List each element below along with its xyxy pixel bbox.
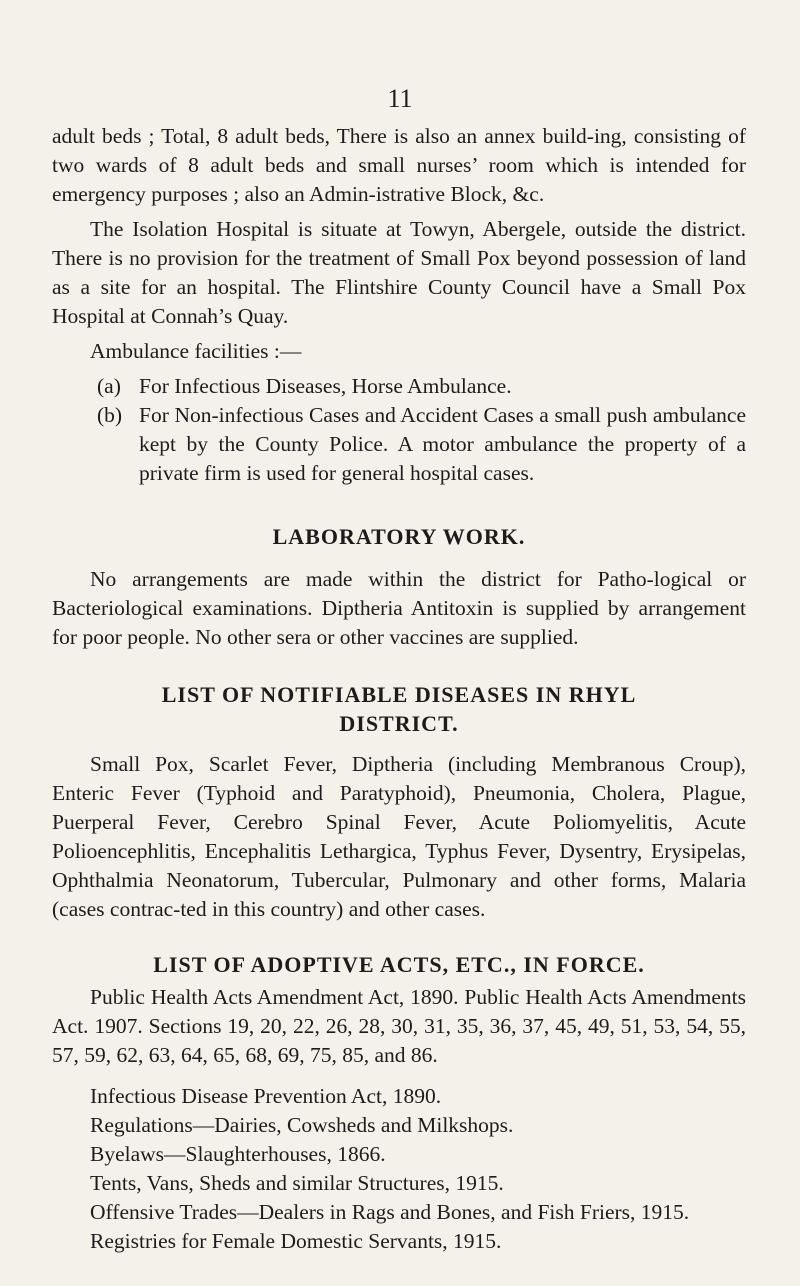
page-number: 11 <box>387 84 413 113</box>
laboratory-heading: LABORATORY WORK. <box>272 524 526 549</box>
heading-line: DISTRICT. <box>339 711 459 736</box>
isolation-hospital-paragraph: The Isolation Hospital is situate at Towyn, Abergele, outside the district. There is no provision for the treatment of Small Pox beyond possession of land as a site for an hospital. The Flintshire County Council have a Small Pox Hospital at Connah’s Quay. <box>52 217 746 328</box>
act-item: Infectious Disease Prevention Act, 1890. <box>90 1084 442 1108</box>
list-item-text: For Non-infectious Cases and Accident Cases a small push ambulance kept by the County Police. A motor ambulance the property of a private firm is used for general hospital cases. <box>139 403 746 485</box>
notifiable-diseases-paragraph: Small Pox, Scarlet Fever, Diptheria (including Membranous Croup), Enteric Fever (Typhoid and Paratyphoid), Pneumonia, Cholera, Plague, Puerperal Fever, Cerebro Spinal Fever, Acute Poliomyelitis, Acute Polioencephlitis, Encephalitis Lethargica, Typhus Fever, Dysentry, Erysipelas, Ophthalmia Neonatorum, Tubercular, Pulmonary and other forms, Malaria (cases contrac-ted in this country) and other cases. <box>52 752 746 921</box>
ambulance-item-b <box>52 401 746 488</box>
act-item: Tents, Vans, Sheds and similar Structures, 1915. <box>90 1171 504 1195</box>
adoptive-acts-paragraph: Public Health Acts Amendment Act, 1890. Public Health Acts Amendments Act. 1907. Sections 19, 20, 22, 26, 28, 30, 31, 35, 36, 37, 45, 49, 51, 53, 54, 55, 57, 59, 62, 63, 64, 65, 68, 69, 75, 85, and 86. <box>52 985 746 1067</box>
ambulance-intro: Ambulance facilities :— <box>90 339 302 363</box>
adoptive-acts-heading: LIST OF ADOPTIVE ACTS, ETC., IN FORCE. <box>153 952 645 977</box>
act-item: Registries for Female Domestic Servants, 1915. <box>90 1229 502 1253</box>
laboratory-paragraph: No arrangements are made within the district for Patho-logical or Bacteriological examinations. Diptheria Antitoxin is supplied by arrangement for poor people. No other sera or other vaccines are supplied. <box>52 567 746 649</box>
heading-line: LIST OF NOTIFIABLE DISEASES IN RHYL <box>161 682 637 707</box>
act-item: Regulations—Dairies, Cowsheds and Milkshops. <box>90 1113 514 1137</box>
list-marker: (a) <box>97 374 121 398</box>
acts-list <box>52 1082 746 1256</box>
list-marker: (b) <box>97 403 123 427</box>
ambulance-item-a <box>52 372 746 401</box>
document-page <box>52 82 746 1256</box>
act-item: Byelaws—Slaughterhouses, 1866. <box>90 1142 386 1166</box>
notifiable-diseases-heading <box>52 680 746 738</box>
list-item-text: For Infectious Diseases, Horse Ambulance. <box>139 374 512 398</box>
act-item: Offensive Trades—Dealers in Rags and Bones, and Fish Friers, 1915. <box>90 1200 690 1224</box>
intro-paragraph: adult beds ; Total, 8 adult beds, There is also an annex build-ing, consisting of two wards of 8 adult beds and small nurses’ room which is intended for emergency purposes ; also an Admin-istrative Block, &c. <box>52 124 746 206</box>
